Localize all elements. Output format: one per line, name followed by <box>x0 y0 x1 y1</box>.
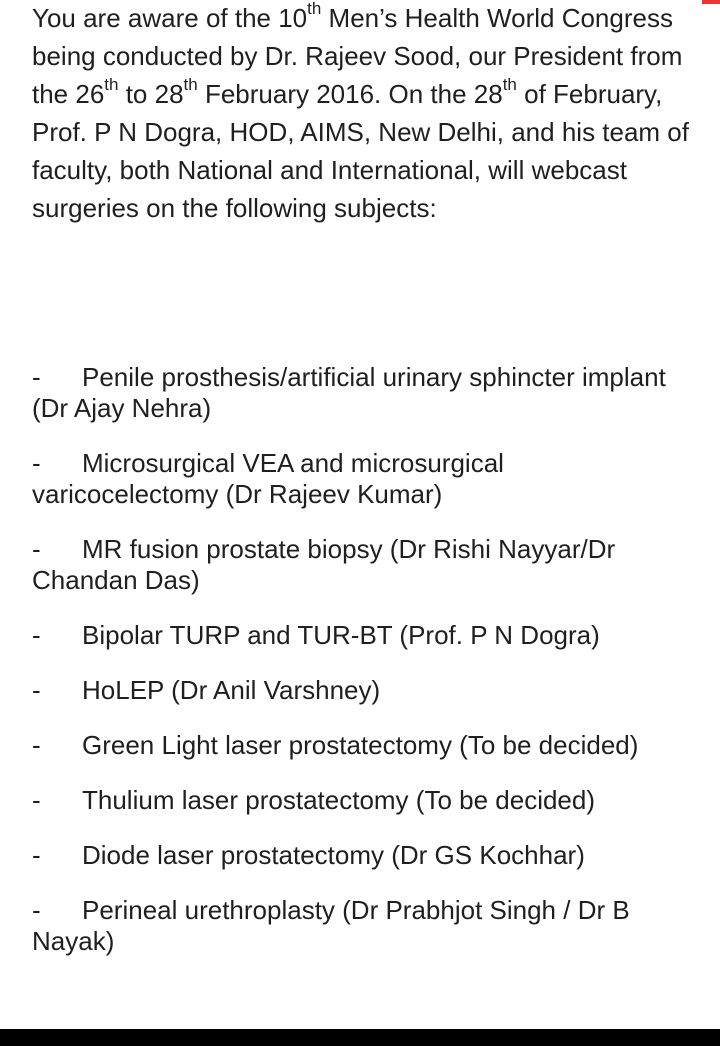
list-item-text: Green Light laser prostatectomy (To be decided) <box>82 730 639 760</box>
list-item <box>32 362 692 424</box>
list-item <box>32 620 692 651</box>
accent-bar <box>702 0 720 4</box>
superscript-th: th <box>502 75 517 95</box>
superscript-th: th <box>307 0 322 19</box>
list-item-text: Diode laser prostatectomy (Dr GS Kochhar) <box>82 840 585 870</box>
list-item <box>32 840 692 871</box>
list-item-text: Perineal urethroplasty (Dr Prabhjot Singh / Dr B Nayak) <box>32 895 630 956</box>
list-item <box>32 534 692 596</box>
bullet-dash: - <box>32 895 41 925</box>
surgery-list <box>32 362 692 981</box>
list-item <box>32 675 692 706</box>
list-item-text: Bipolar TURP and TUR-BT (Prof. P N Dogra) <box>82 620 600 650</box>
list-item-text: Thulium laser prostatectomy (To be decided) <box>82 785 596 815</box>
intro-text-1: You are aware of the 10 <box>32 3 308 33</box>
list-item <box>32 785 692 816</box>
document-body <box>32 0 692 956</box>
bullet-dash: - <box>32 840 41 870</box>
list-item <box>32 730 692 761</box>
intro-text-3: to 28 <box>118 79 184 109</box>
bullet-dash: - <box>32 448 41 478</box>
list-item-text: MR fusion prostate biopsy (Dr Rishi Nayyar/Dr Chandan Das) <box>32 534 616 595</box>
intro-text-2: Men’s Health World Congress being conducted by Dr. Rajeev Sood, our President from the 26 <box>32 3 683 109</box>
superscript-th: th <box>104 75 119 95</box>
bullet-dash: - <box>32 362 41 392</box>
list-item-text: Penile prosthesis/artificial urinary sphincter implant (Dr Ajay Nehra) <box>32 362 666 423</box>
bullet-dash: - <box>32 620 41 650</box>
superscript-th: th <box>183 75 198 95</box>
intro-text-4: February 2016. On the 28 <box>197 79 503 109</box>
list-item <box>32 895 692 957</box>
list-item-text: HoLEP (Dr Anil Varshney) <box>82 675 381 705</box>
bullet-dash: - <box>32 730 41 760</box>
bottom-bar <box>0 1029 720 1046</box>
bullet-dash: - <box>32 534 41 564</box>
bullet-dash: - <box>32 675 41 705</box>
list-item-text: Microsurgical VEA and microsurgical varicocelectomy (Dr Rajeev Kumar) <box>32 448 504 509</box>
list-item <box>32 448 692 510</box>
intro-paragraph <box>32 0 692 227</box>
bullet-dash: - <box>32 785 41 815</box>
intro-text-5: of February, Prof. P N Dogra, HOD, AIMS, New Delhi, and his team of faculty, both National and International, will webcast surgeries on the following subjects: <box>32 79 689 223</box>
